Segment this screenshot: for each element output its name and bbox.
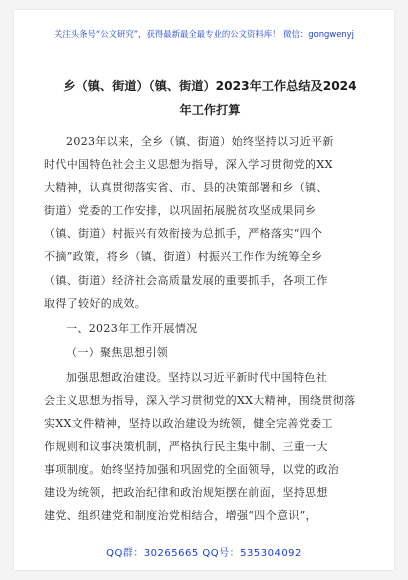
paragraph-line: 会主义思想为指导，深入学习贯彻党的XX大精神，围绕贯彻落: [44, 394, 356, 407]
document-page: [14, 10, 394, 570]
paragraph-line: （镇、街道）经济社会高质量发展的重要抓手，各项工作: [44, 274, 328, 287]
paragraph-line: 事项制度。始终坚持加强和巩固党的全面领导，以党的政治: [44, 463, 340, 476]
paragraph-line: 实XX文件精神，坚持以政治建设为统领，健全完善党委工: [44, 417, 333, 430]
document-title: 乡（镇、街道）（镇、街道）2023年工作总结及2024年工作打算: [63, 79, 357, 117]
paragraph-line: 2023年以来，全乡（镇、街道）始终坚持以习近平新: [66, 135, 334, 148]
paragraph-line: 不摘”政策，将乡（镇、街道）村振兴工作作为统筹全乡: [44, 250, 323, 263]
section-heading: 一、2023年工作开展情况: [66, 322, 198, 335]
paragraph-line: 作规则和议事决策机制，严格执行民主集中制、三重一大: [44, 440, 328, 453]
paragraph-line: 取得了较好的成效。: [44, 297, 147, 310]
paragraph-line: 建党、组织建党和制度治党相结合，增强“四个意识”，: [44, 509, 317, 522]
paragraph-line: 时代中国特色社会主义思想为指导，深入学习贯彻党的XX: [44, 158, 333, 171]
paragraph-line: 加强思想政治建设。坚持以习近平新时代中国特色社: [66, 371, 328, 384]
paragraph-line: （镇、街道）村振兴有效衔接为总抓手，严格落实“四个: [44, 227, 323, 240]
footer-contact: QQ群：30265665 QQ号：535304092: [106, 548, 302, 559]
paragraph-line: 大精神，认真贯彻落实省、市、县的决策部署和乡（镇、: [44, 181, 328, 194]
paragraph-line: 建设为统领，把政治纪律和政治规矩摆在前面，坚持思想: [44, 486, 328, 499]
header-promo-banner: 关注头条号“公文研究”，获得最新最全最专业的公文资料库！ 微信：gongwenyj: [54, 29, 354, 39]
subsection-heading: （一）聚焦思想引领: [66, 346, 169, 359]
paragraph-line: 街道）党委的工作安排，以巩固拓展脱贫攻坚成果同乡: [44, 204, 317, 217]
